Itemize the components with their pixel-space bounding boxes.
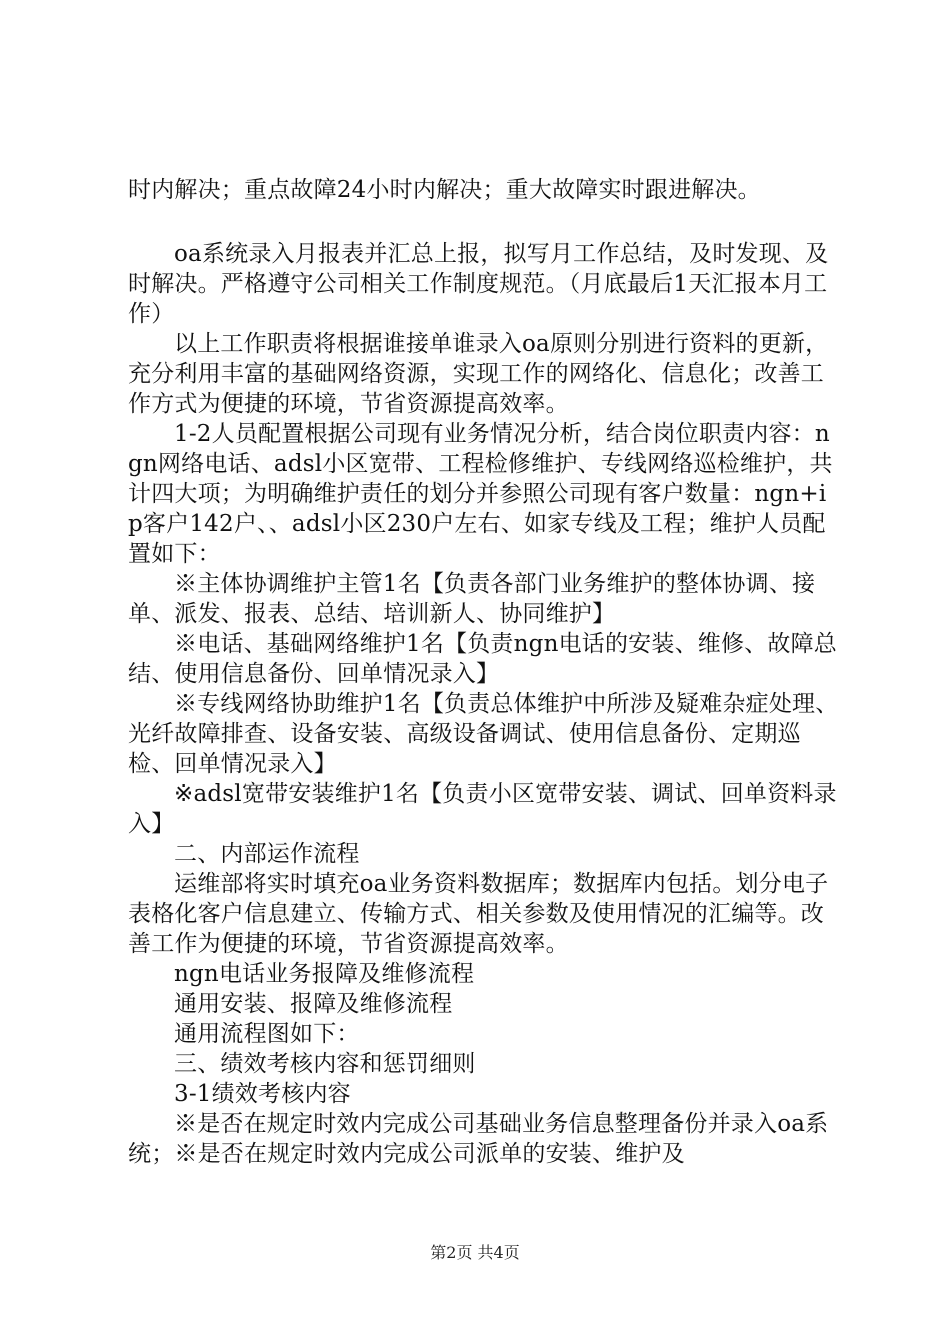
- heading-internal-process: 二、内部运作流程: [174, 841, 360, 867]
- paragraph-performance-items: ※是否在规定时效内完成公司基础业务信息整理备份并录入oa系统；※是否在规定时效内完成公司派单的安装、维护及: [128, 1111, 829, 1167]
- paragraph-adsl: ※adsl宽带安装维护1名【负责小区宽带安装、调试、回单资料录入】: [128, 781, 837, 837]
- page-footer: 第2页 共4页: [430, 1243, 520, 1262]
- paragraph-supervisor: ※主体协调维护主管1名【负责各部门业务维护的整体协调、接单、派发、报表、总结、培训新人、协同维护】: [128, 571, 816, 627]
- paragraph-ngn-flow: ngn电话业务报障及维修流程: [174, 961, 475, 987]
- paragraph-database: 运维部将实时填充oa业务资料数据库；数据库内包括。划分电子表格化客户信息建立、传输方式、相关参数及使用情况的汇编等。改善工作为便捷的环境，节省资源提高效率。: [128, 871, 829, 957]
- document-body: [128, 175, 840, 1169]
- paragraph-continuation: 时内解决；重点故障24小时内解决；重大故障实时跟进解决。: [128, 177, 761, 203]
- paragraph-staffing: 1-2人员配置根据公司现有业务情况分析，结合岗位职责内容：ngn网络电话、adsl小区宽带、工程检修维护、专线网络巡检维护，共计四大项；为明确维护责任的划分并参照公司现有客户数量：ngn+ip客户142户、、adsl小区230户左右、如家专线及工程；维护人员配置如下：: [128, 421, 833, 567]
- paragraph-responsibilities: 以上工作职责将根据谁接单谁录入oa原则分别进行资料的更新，充分利用丰富的基础网络资源，实现工作的网络化、信息化；改善工作方式为便捷的环境，节省资源提高效率。: [128, 331, 829, 417]
- subheading-performance-content: 3-1绩效考核内容: [174, 1081, 351, 1107]
- paragraph-phone-maintenance: ※电话、基础网络维护1名【负责ngn电话的安装、维修、故障总结、使用信息备份、回单情况录入】: [128, 631, 837, 687]
- paragraph-flowchart: 通用流程图如下：: [174, 1021, 360, 1047]
- paragraph-leased-line: ※专线网络协助维护1名【负责总体维护中所涉及疑难杂症处理、光纤故障排查、设备安装、高级设备调试、使用信息备份、定期巡检、回单情况录入】: [128, 691, 839, 777]
- paragraph-general-flow: 通用安装、报障及维修流程: [174, 991, 453, 1017]
- paragraph-oa-report: oa系统录入月报表并汇总上报，拟写月工作总结，及时发现、及时解决。严格遵守公司相关工作制度规范。（月底最后1天汇报本月工作）: [128, 241, 829, 327]
- heading-performance: 三、绩效考核内容和惩罚细则: [174, 1051, 476, 1077]
